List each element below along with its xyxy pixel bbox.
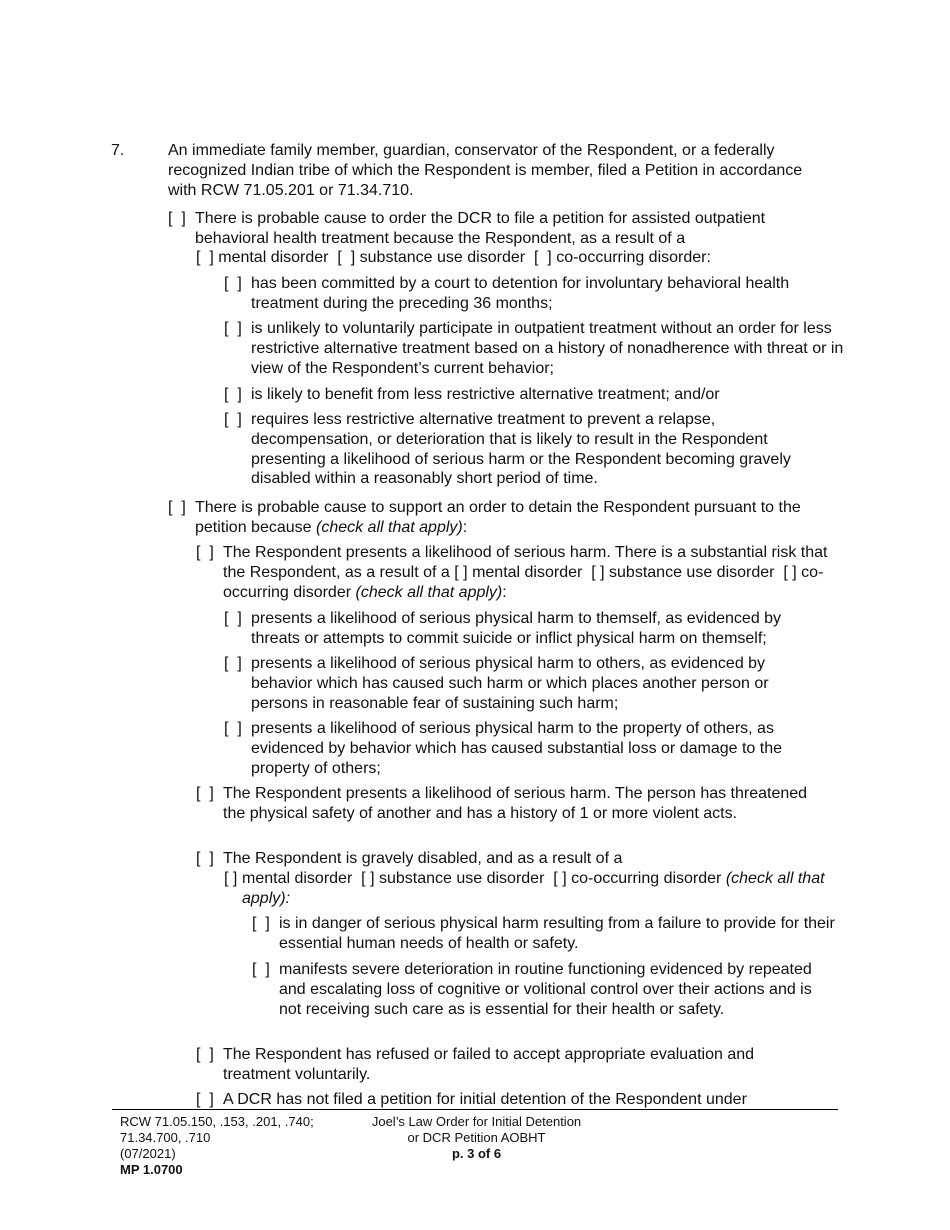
footer-page-number: p. 3 of 6 [451, 1146, 502, 1161]
violent-acts-option [196, 784, 826, 824]
section-number: 7. [111, 142, 125, 159]
serious-harm-mental-label: mental disorder [472, 563, 583, 581]
outpatient-condition-2 [224, 319, 844, 378]
harm-property-text: presents a likelihood of serious physical harm to the property of others, as evidenced by behavior which has caused substantial loss or damage to the property of others; [251, 720, 782, 777]
harm-self-text: presents a likelihood of serious physical harm to themself, as evidenced by threats or attempts to commit suicide or inflict physical harm on themself; [251, 610, 782, 647]
violent-acts-checkbox[interactable]: [ ] [196, 785, 214, 802]
outpatient-cooccurring-label: co-occurring disorder: [556, 249, 711, 266]
gravely-item-1 [252, 914, 842, 954]
footer-date: (07/2021) [120, 1146, 176, 1161]
serious-harm-option [196, 543, 841, 602]
harm-self-checkbox[interactable]: [ ] [224, 610, 242, 627]
condition-1-text: has been committed by a court to detention for involuntary behavioral health treatment during the preceding 36 months; [251, 275, 790, 312]
outpatient-condition-1 [224, 274, 839, 314]
gravely-cooccurring-label: co-occurring disorder [571, 870, 722, 887]
deterioration-checkbox[interactable]: [ ] [252, 961, 270, 978]
gravely-cooccurring-checkbox[interactable]: [ ] [553, 870, 567, 887]
condition-3-text: is likely to benefit from less restrictive alternative treatment; and/or [251, 386, 720, 403]
serious-harm-substance-label: substance use [609, 563, 713, 581]
detain-text [168, 498, 833, 538]
footer-title-line2: or DCR Petition AOBHT [407, 1130, 546, 1145]
gravely-disabled-checkbox[interactable]: [ ] [196, 850, 214, 867]
detain-text-end: : [462, 518, 468, 536]
dcr-not-filed-option [196, 1090, 836, 1110]
gravely-item-2 [252, 960, 827, 1019]
danger-harm-text: is in danger of serious physical harm resulting from a failure to provide for their essential human needs of health or safety. [279, 915, 835, 952]
gravely-substance-label: substance use disorder [378, 870, 545, 887]
detain-checkbox[interactable]: [ ] [168, 499, 186, 516]
condition-2-text: is unlikely to voluntarily participate in outpatient treatment without an order for less restrictive alternative treatment based on a history of nonadherence with threat or in view of the Respondent’s current behavior; [251, 320, 844, 377]
outpatient-disorder-row [196, 248, 711, 268]
serious-harm-item-3 [224, 719, 824, 778]
footer-title-line1: Joel’s Law Order for Initial Detention [371, 1114, 582, 1129]
detain-text-italic: (check all that apply) [315, 518, 463, 536]
serious-harm-text [196, 543, 841, 602]
serious-harm-cooccurring-label: co-occurring disorder [223, 563, 824, 601]
gravely-mental-label: mental disorder [242, 870, 353, 887]
footer-rcw-line1: RCW 71.05.150, .153, .201, .740; [120, 1114, 314, 1129]
outpatient-condition-4 [224, 410, 839, 489]
gravely-disabled-text: The Respondent is gravely disabled, and as a result of a [223, 850, 623, 867]
footer-form-id: MP 1.0700 [120, 1162, 183, 1177]
refused-checkbox[interactable]: [ ] [196, 1046, 214, 1063]
detain-text-main: There is probable cause to support an order to detain the Respondent pursuant to the petition because [195, 499, 801, 536]
serious-harm-lead: The Respondent presents a likelihood of serious harm. There is a substantial risk that the Respondent, as a result of a [223, 544, 828, 581]
detain-option [168, 498, 833, 538]
outpatient-mental-checkbox[interactable]: [ ] [196, 249, 214, 266]
refused-option [196, 1045, 821, 1085]
serious-harm-mental-checkbox[interactable]: [ ] [454, 563, 468, 581]
gravely-disorders-text [224, 869, 834, 909]
serious-harm-item-1 [224, 609, 824, 649]
footer-left [120, 1114, 350, 1178]
condition-3-checkbox[interactable]: [ ] [224, 386, 242, 403]
condition-2-checkbox[interactable]: [ ] [224, 320, 242, 337]
section-intro: An immediate family member, guardian, conservator of the Respondent, or a federally recognized Indian tribe of which the Respondent is member, filed a Petition in accordance with RCW 71.05.201 or 71.34.710. [168, 142, 803, 199]
harm-others-text: presents a likelihood of serious physical harm to others, as evidenced by behavior which has caused such harm or which places another person or persons in reasonable fear of sustaining such harm; [251, 655, 769, 712]
harm-property-checkbox[interactable]: [ ] [224, 720, 242, 737]
serious-harm-checkbox[interactable]: [ ] [196, 544, 214, 561]
outpatient-substance-label: substance use disorder [359, 249, 526, 266]
gravely-italic: (check all that apply): [242, 870, 825, 907]
gravely-substance-checkbox[interactable]: [ ] [361, 870, 375, 887]
condition-4-checkbox[interactable]: [ ] [224, 411, 242, 428]
dcr-not-filed-checkbox[interactable]: [ ] [196, 1091, 214, 1108]
footer-center [344, 1114, 609, 1162]
condition-4-text: requires less restrictive alternative treatment to prevent a relapse, decompensation, or deterioration that is likely to result in the Respondent presenting a likelihood of serious harm or the Respondent becoming gravely disabled within a reasonably short period of time. [251, 411, 791, 488]
serious-harm-substance-checkbox[interactable]: [ ] [591, 563, 605, 581]
gravely-disabled-option [196, 849, 836, 869]
footer-rcw-line2: 71.34.700, .710 [120, 1130, 211, 1145]
violent-acts-text: The Respondent presents a likelihood of serious harm. The person has threatened the physical safety of another and has a history of 1 or more violent acts. [223, 785, 808, 822]
harm-others-checkbox[interactable]: [ ] [224, 655, 242, 672]
danger-harm-checkbox[interactable]: [ ] [252, 915, 270, 932]
gravely-mental-checkbox[interactable]: [ ] [224, 870, 238, 887]
deterioration-text: manifests severe deterioration in routine functioning evidenced by repeated and escalating loss of cognitive or volitional control over their actions and is not receiving such care as is essential for their health or safety. [279, 961, 812, 1018]
serious-harm-end: : [502, 583, 507, 601]
outpatient-condition-3 [224, 385, 839, 405]
serious-harm-disorder-word: disorder [716, 563, 775, 581]
serious-harm-italic: (check all that apply) [355, 583, 503, 601]
outpatient-text: There is probable cause to order the DCR to file a petition for assisted outpatient behavioral health treatment because the Respondent, as a result of a [195, 210, 766, 247]
dcr-not-filed-text: A DCR has not filed a petition for initial detention of the Respondent under [223, 1091, 747, 1108]
refused-text: The Respondent has refused or failed to accept appropriate evaluation and treatment voluntarily. [223, 1046, 755, 1083]
outpatient-mental-label: mental disorder [218, 249, 329, 266]
condition-1-checkbox[interactable]: [ ] [224, 275, 242, 292]
outpatient-cooccurring-checkbox[interactable]: [ ] [533, 249, 552, 266]
serious-harm-cooccurring-checkbox[interactable]: [ ] [783, 563, 797, 581]
outpatient-checkbox[interactable]: [ ] [168, 210, 186, 227]
gravely-disorder-row [224, 869, 834, 909]
outpatient-substance-checkbox[interactable]: [ ] [337, 249, 356, 266]
footer-divider [112, 1109, 838, 1110]
outpatient-option [168, 209, 818, 249]
serious-harm-item-2 [224, 654, 824, 713]
